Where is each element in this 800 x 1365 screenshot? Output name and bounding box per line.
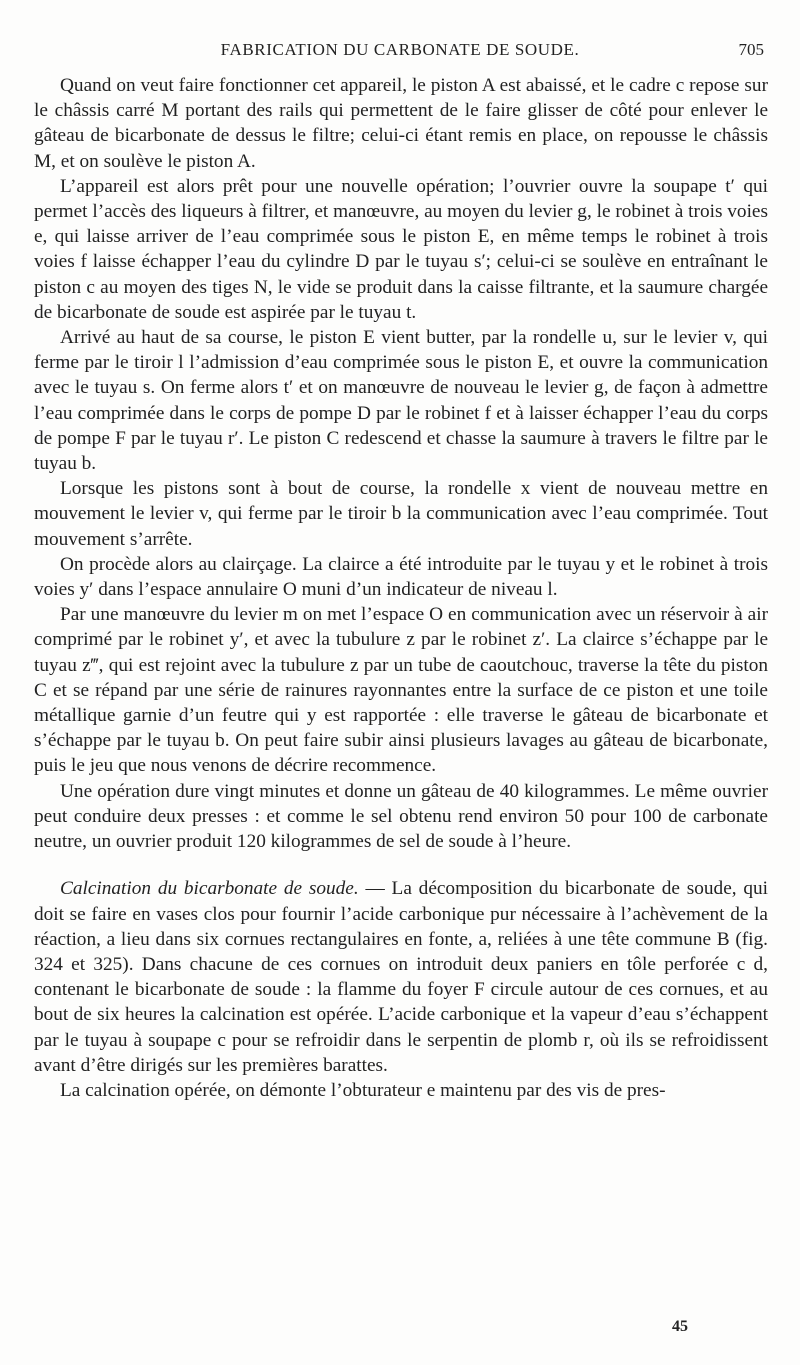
section-spacer xyxy=(34,854,768,876)
running-header xyxy=(30,40,770,64)
paragraph-7: Une opération dure vingt minutes et donne un gâteau de 40 kilogrammes. Le même ouvrier peut conduire deux presses : et comme le sel obtenu rend environ 50 pour 100 de carbonate neutre, un ouvrier produit 120 kilogrammes de sel de soude à l’heure. xyxy=(34,780,768,853)
paragraph-6: Par une manœuvre du levier m on met l’espace O en communication avec un réservoir à air comprimé par le robinet y′, et avec la tubulure z par le robinet z′. La clairce s’échappe par le tuyau z‴, qui est rejoint avec la tubulure z par un tube de caoutchouc, traverse la tête du piston C et se répand par une série de rainures rayonnantes entre la surface de ce piston et une toile métallique garnie d’un feutre qui y est rapportée : elle traverse le gâteau de bicarbonate et s’échappe par le tuyau b. On peut faire subir ainsi plusieurs lavages au gâteau de bicarbonate, puis le jeu que nous venons de décrire recommence. xyxy=(34,604,768,777)
paragraph-3: Arrivé au haut de sa course, le piston E vient butter, par la rondelle u, sur le levier v, qui ferme par le tiroir l l’admission d’eau comprimée sous le piston E, et ouvre la communication avec le tuyau s. On ferme alors t′ et on manœuvre de nouveau le levier g, de façon à admettre l’eau comprimée dans le corps de pompe D par le robinet f et à laisser échapper l’eau du corps de pompe F par le tuyau r′. Le piston C redescend et chasse la saumure à travers le filtre par le tuyau b. xyxy=(34,327,768,475)
section-paragraph-2: La calcination opérée, on démonte l’obturateur e maintenu par des vis de pres- xyxy=(60,1079,666,1101)
signature-mark: 45 xyxy=(672,1318,688,1335)
paragraph-4: Lorsque les pistons sont à bout de course, la rondelle x vient de nouveau mettre en mouvement le levier v, qui ferme par le tiroir b la communication avec l’eau comprimée. Tout mouvement s’arrête. xyxy=(34,478,768,550)
section-heading-dash: — xyxy=(358,878,392,900)
running-title: FABRICATION DU CARBONATE DE SOUDE. xyxy=(220,40,580,59)
body-text xyxy=(34,73,768,1103)
paragraph-5: On procède alors au clairçage. La clairce a été introduite par le tuyau y et le robinet à trois voies y′ dans l’espace annulaire O muni d’un indicateur de niveau l. xyxy=(34,553,768,601)
page-number: 705 xyxy=(738,40,764,59)
paragraph-2: L’appareil est alors prêt pour une nouvelle opération; l’ouvrier ouvre la soupape t′ qui permet l’accès des liqueurs à filtrer, et manœuvre, au moyen du levier g, le robinet à trois voies e, qui laisse arriver de l’eau comprimée sous le piston E, en même temps le robinet à trois voies f laisse échapper l’eau du cylindre D par le tuyau s′; celui-ci se soulève en entraînant le piston c au moyen des tiges N, le vide se produit dans la caisse filtrante, et la saumure chargée de bicarbonate de soude est aspirée par le tuyau t. xyxy=(34,175,768,323)
section-heading: Calcination du bicarbonate de soude. xyxy=(60,878,359,900)
paragraph-1: Quand on veut faire fonctionner cet appareil, le piston A est abaissé, et le cadre c repose sur le châssis carré M portant des rails qui permettent de le faire glisser de côté pour enlever le gâteau de bicarbonate de dessus le filtre; celui-ci étant remis en place, on repousse le châssis M, et on soulève le piston A. xyxy=(34,75,768,172)
section-paragraph-1-text: La décomposition du bicarbonate de soude, qui doit se faire en vases clos pour fournir l’acide carbonique pur nécessaire à l’achèvement de la réaction, a lieu dans six cornues rectangulaires en fonte, a, reliées à une tête commune B (fig. 324 et 325). Dans chacune de ces cornues on introduit deux paniers en tôle perforée c d, contenant le bicarbonate de soude : la flamme du foyer F circule autour de ces cornues, et au bout de six heures la calcination est opérée. L’acide carbonique et la vapeur d’eau s’échappent par le tuyau à soupape c pour se refroidir dans le serpentin de plomb r, où ils se refroidissent avant d’être dirigés sur les premières barattes. xyxy=(34,878,769,1076)
section-paragraph-1 xyxy=(34,876,768,1078)
